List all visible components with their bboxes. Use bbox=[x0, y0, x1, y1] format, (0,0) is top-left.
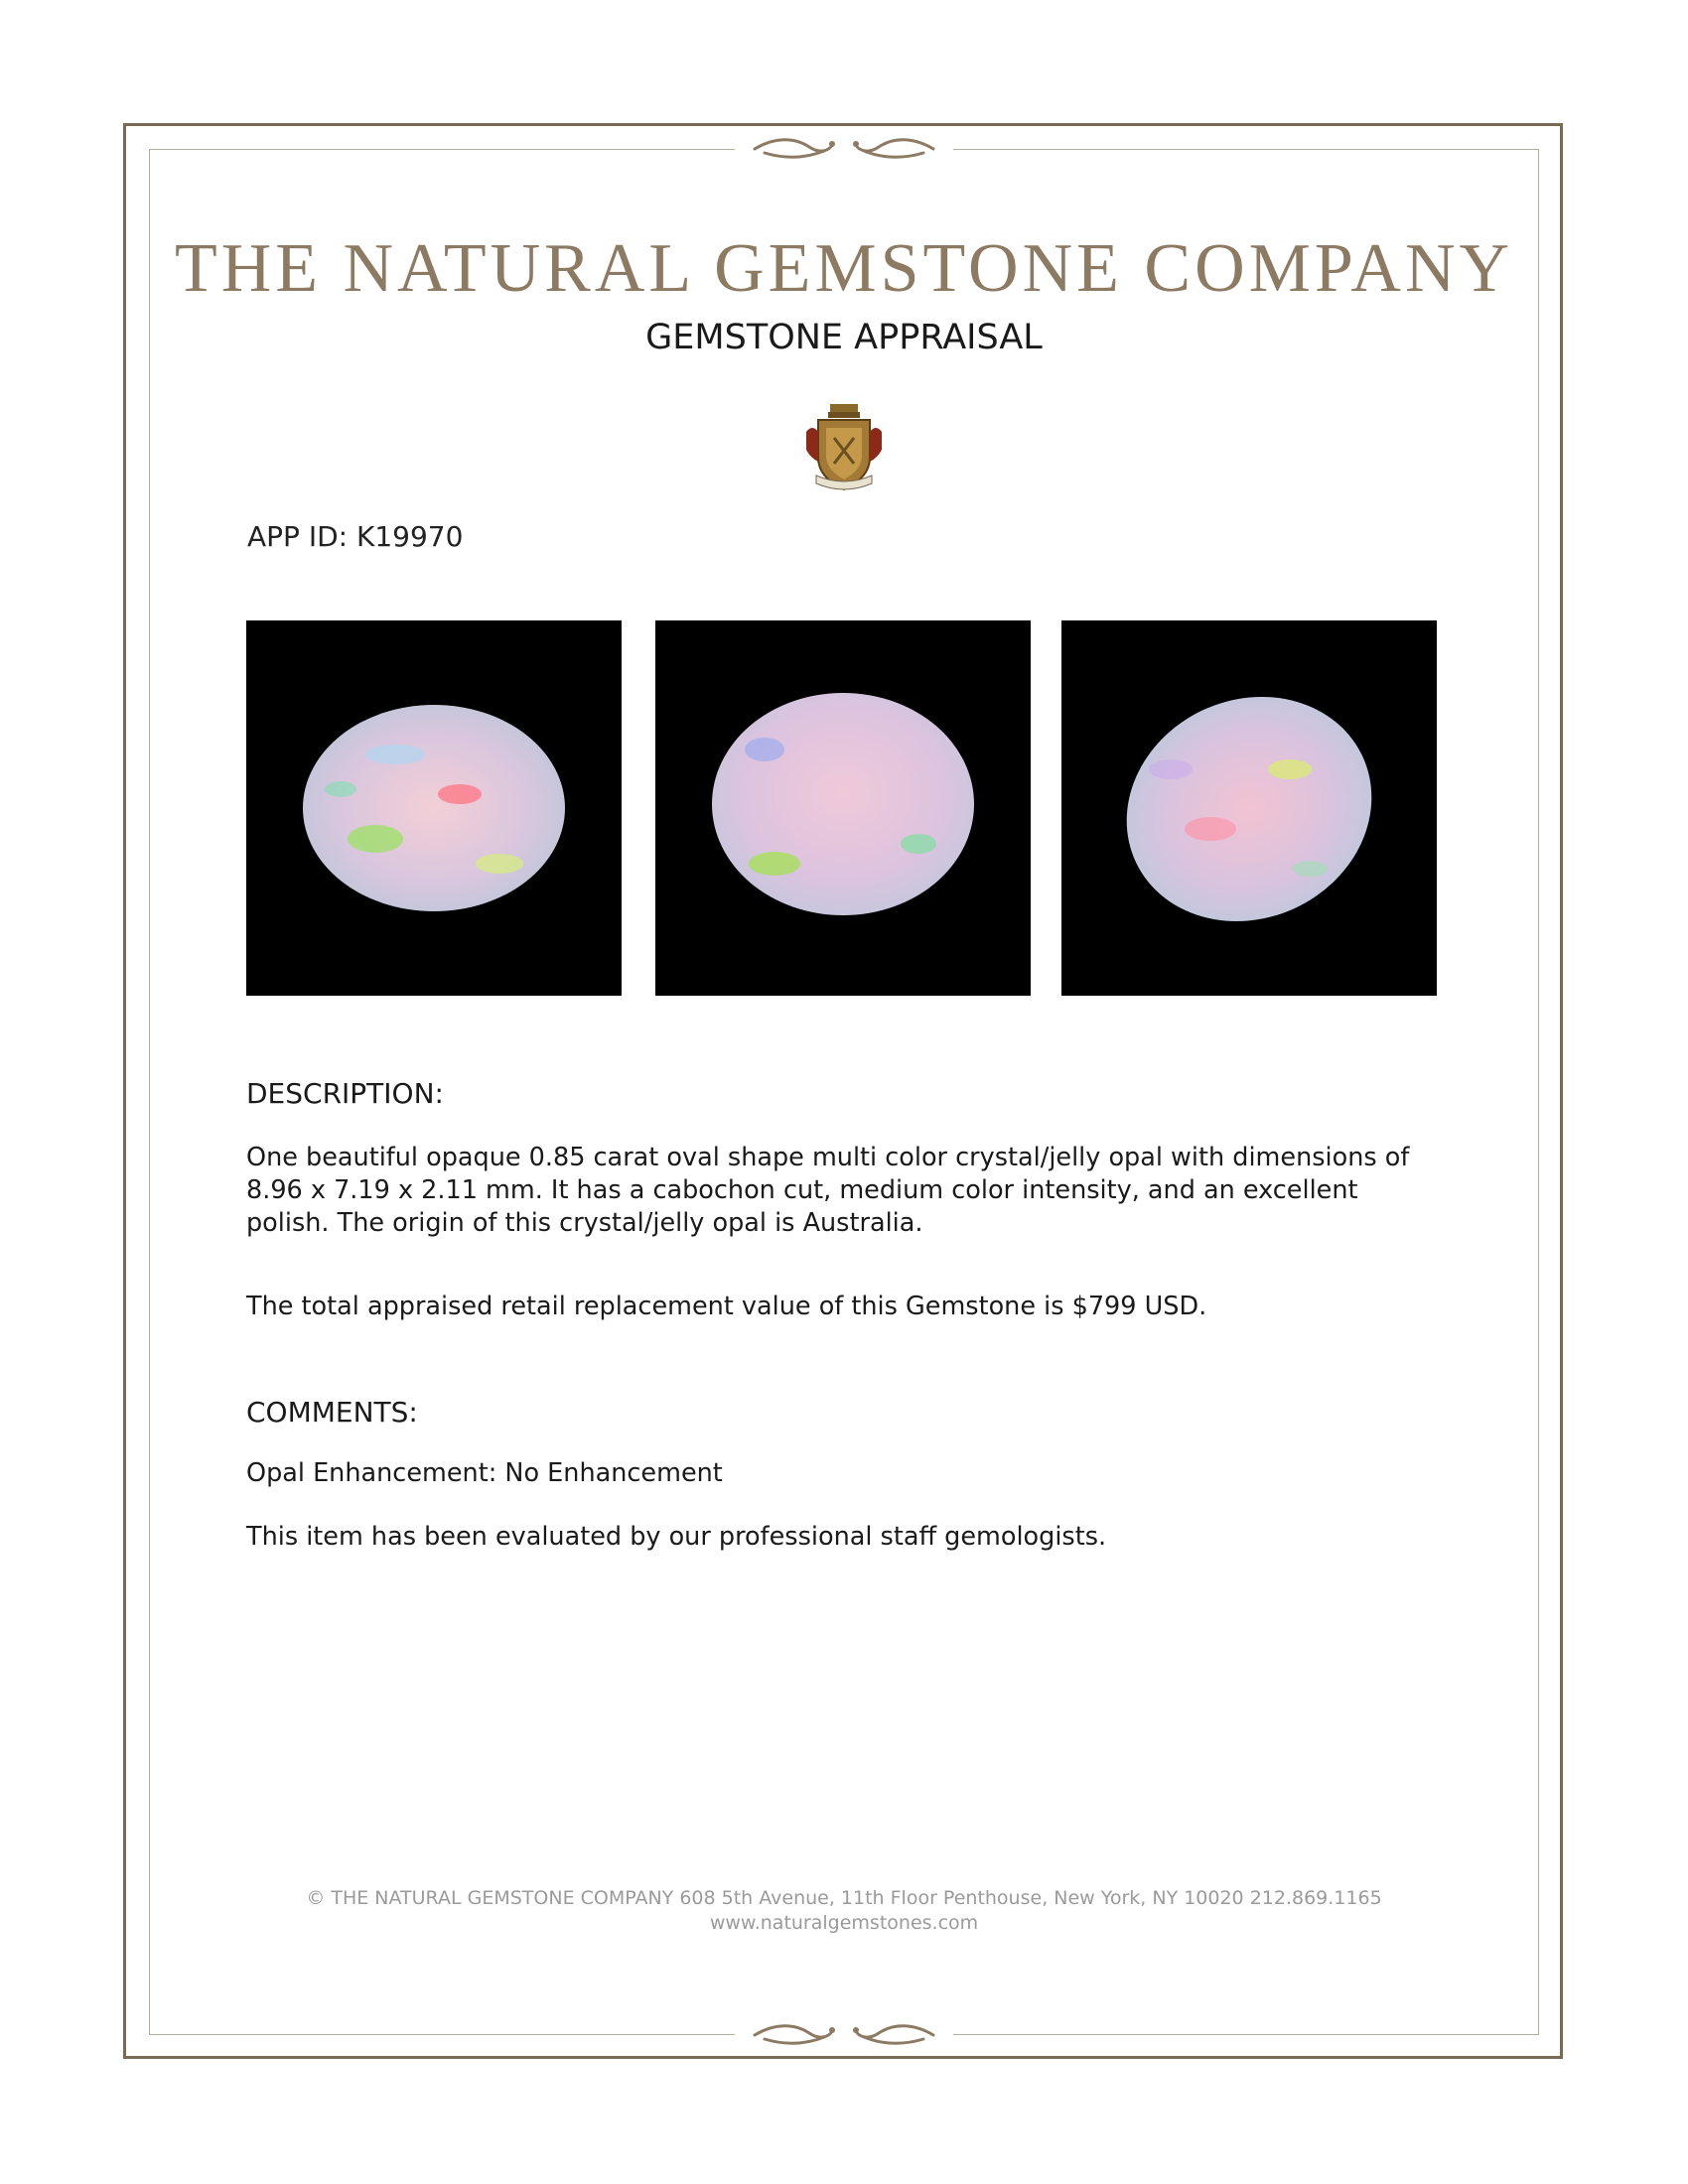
document-title: GEMSTONE APPRAISAL bbox=[645, 318, 1043, 357]
crest-logo-icon bbox=[802, 402, 886, 493]
company-title: THE NATURAL GEMSTONE COMPANY bbox=[174, 230, 1514, 307]
appraised-value-statement: The total appraised retail replacement value of this Gemstone is $799 USD. bbox=[246, 1292, 1207, 1321]
gemstone-photo-3 bbox=[1061, 620, 1437, 996]
comments-heading: COMMENTS: bbox=[246, 1396, 418, 1429]
footer-address: © THE NATURAL GEMSTONE COMPANY 608 5th Avenue, 11th Floor Penthouse, New York, NY 10020 212.869.1165 bbox=[306, 1887, 1382, 1909]
bottom-ornament-icon bbox=[735, 2015, 953, 2055]
app-id: APP ID: K19970 bbox=[247, 520, 464, 553]
footer-website[interactable]: www.naturalgemstones.com bbox=[709, 1912, 979, 1934]
gemstone-photo-2 bbox=[655, 620, 1031, 996]
top-ornament-icon bbox=[735, 129, 953, 169]
evaluation-comment: This item has been evaluated by our professional staff gemologists. bbox=[246, 1522, 1107, 1552]
enhancement-comment: Opal Enhancement: No Enhancement bbox=[246, 1458, 723, 1488]
footer bbox=[0, 1886, 1688, 1936]
description-heading: DESCRIPTION: bbox=[246, 1077, 444, 1110]
description-text: One beautiful opaque 0.85 carat oval shape multi color crystal/jelly opal with dimensions of 8.96 x 7.19 x 2.11 mm. It has a cabochon cut, medium color intensity, and an excellent polish. The origin of this crystal/jelly opal is Australia. bbox=[246, 1143, 1410, 1238]
gemstone-photo-1 bbox=[246, 620, 622, 996]
